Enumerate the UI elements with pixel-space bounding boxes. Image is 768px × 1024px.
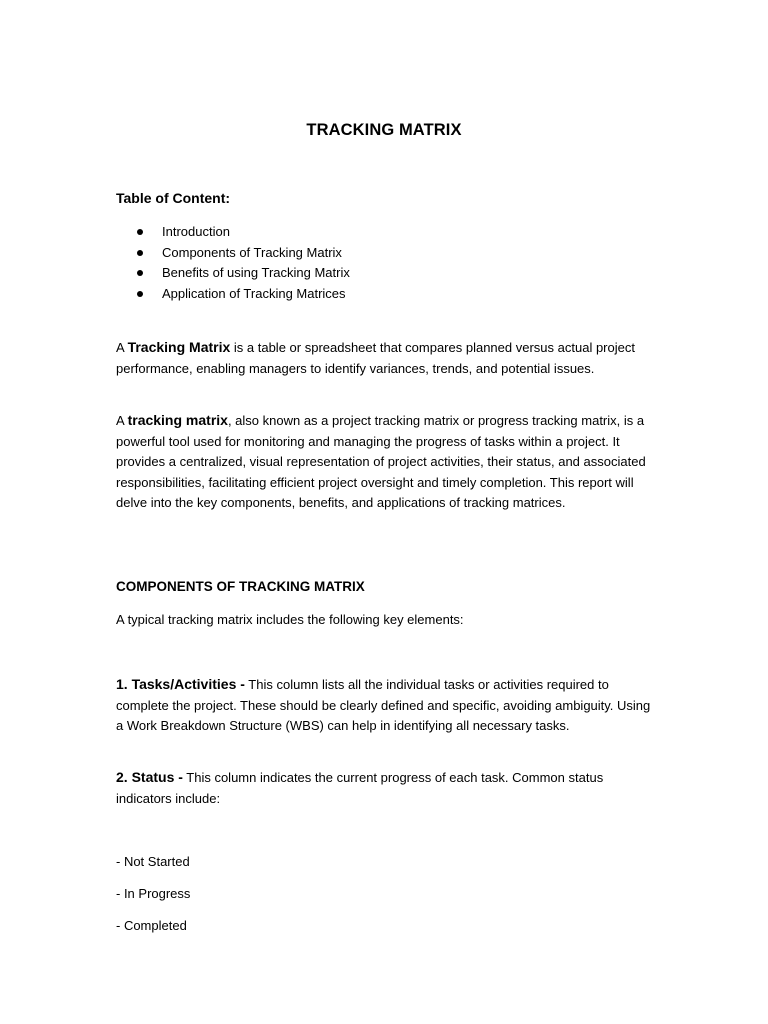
components-lead: A typical tracking matrix includes the following key elements:: [116, 612, 464, 627]
list-item: Application of Tracking Matrices: [116, 284, 350, 305]
list-item: Introduction: [116, 222, 350, 243]
components-heading: COMPONENTS OF TRACKING MATRIX: [116, 579, 365, 594]
item-label: 2. Status -: [116, 769, 183, 785]
bullet-icon: [137, 250, 143, 256]
toc-heading: Table of Content:: [116, 190, 231, 206]
intro-paragraph-1: A Tracking Matrix is a table or spreadsheet that compares planned versus actual project performance, enabling managers to identify variances, trends, and potential issues.: [116, 339, 635, 376]
bullet-icon: [137, 229, 143, 235]
status-item-in-progress: - In Progress: [116, 886, 191, 901]
bold-term: tracking matrix: [127, 412, 228, 428]
component-item-tasks: 1. Tasks/Activities - This column lists all the individual tasks or activities required to complete the project. These should be clearly defined and specific, avoiding ambiguity. Using a Work Breakdown Structure (WBS) can help in identifying all necessary tasks.: [116, 676, 651, 733]
bold-term: Tracking Matrix: [127, 339, 231, 355]
page-title: TRACKING MATRIX: [306, 121, 462, 139]
intro-paragraph-2: A tracking matrix, also known as a project tracking matrix or progress tracking matrix, is a powerful tool used for monitoring and managing the progress of tasks within a project. It provides a centralized, visual representation of project activities, their status, and associated responsibilities, facilitating efficient project oversight and timely completion. This report will delve into the key components, benefits, and applications of tracking matrices.: [116, 412, 646, 510]
list-item: Components of Tracking Matrix: [116, 243, 350, 264]
status-item-not-started: - Not Started: [116, 854, 190, 869]
bullet-icon: [137, 270, 143, 276]
bullet-icon: [137, 291, 143, 297]
toc-list: [116, 222, 350, 304]
list-item: Benefits of using Tracking Matrix: [116, 263, 350, 284]
status-item-completed: - Completed: [116, 918, 187, 933]
component-item-status: 2. Status - This column indicates the current progress of each task. Common status indicators include:: [116, 769, 604, 806]
item-label: 1. Tasks/Activities -: [116, 676, 245, 692]
